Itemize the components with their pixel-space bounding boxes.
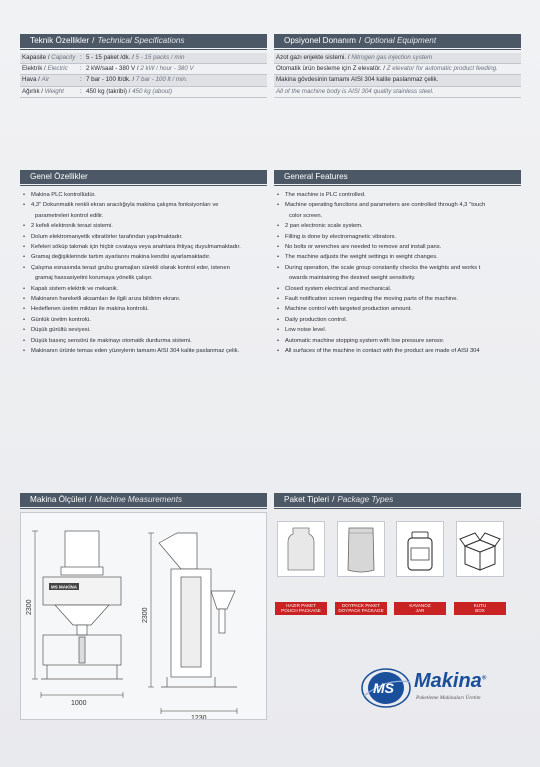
list-item: • All surfaces of the machine in contact with the product are made of AISI 304	[276, 346, 528, 356]
box-icon	[457, 522, 503, 576]
option-row: All of the machine body is AISI 304 quality stainless steel.	[274, 87, 521, 98]
general-features-tr-header: Genel Özellikler	[20, 170, 267, 184]
side-view	[159, 533, 237, 687]
machine-plate-text: MS MAKİNA	[51, 584, 77, 590]
list-item: • Fault notification screen regarding the moving parts of the machine.	[276, 294, 528, 304]
list-item: color screen.	[289, 212, 323, 219]
front-width-label: 1000	[71, 700, 87, 707]
spec-row: Kapasite / Capacity : 5 - 15 paket /dk. / 5 - 15 packs / min	[20, 53, 267, 64]
pouch-package-image	[277, 521, 325, 577]
side-height-label: 2300	[142, 607, 149, 623]
list-item: • Kefeleri söküp takmak için hiçbir cıvataya veya anahtara ihtiyaç duyulmamaktadır.	[22, 242, 272, 252]
machine-measurements-header: Makina Ölçüleri / Machine Measurements	[20, 493, 267, 507]
list-item: • Düşük gürültü seviyesi.	[22, 325, 272, 335]
list-item: • The machine adjusts the weight settings in weight changes.	[276, 252, 528, 262]
list-item: • Çalışma esnasında terazi grubu gramajları sürekli olarak kontrol eder, istenen	[22, 263, 272, 273]
list-item: • Machine operating functions and parameters are controlled through 4,3 ''touch	[276, 200, 528, 210]
list-item: • Dolum elektromanyetik vibratörler tarafından yapılmaktadır.	[22, 232, 272, 242]
box-package-label: KUTU BOX	[454, 602, 506, 615]
doypack-package-label: DOYPACK PAKET DOYPACK PACKAGE	[335, 602, 387, 615]
list-item: • 2 pan electronic scale system.	[276, 221, 528, 231]
list-item: • Closed system electrical and mechanical.	[276, 284, 528, 294]
machine-drawing-panel	[20, 512, 267, 720]
list-item: • Low noise level.	[276, 325, 528, 335]
box-package-image	[456, 521, 504, 577]
optional-equipment-header: Opsiyonel Donanım / Optional Equipment	[274, 34, 521, 48]
brand-name: Makina	[414, 670, 482, 692]
front-height-label: 2300	[26, 599, 33, 615]
list-item: • During operation, the scale group constantly checks the weights and works t	[276, 263, 528, 273]
brand-tagline: Paketleme Makinaları Üretim	[416, 695, 481, 701]
jar-icon	[397, 522, 443, 576]
list-item: • Makina PLC kontrollüdür.	[22, 190, 272, 200]
general-features-en-header: General Features	[274, 170, 521, 184]
jar-package-label: KAVANOZ JAR	[394, 602, 446, 615]
pouch-package-label: HAZIR PAKET POUCH PACKAGE	[275, 602, 327, 615]
spec-row: Hava / Air : 7 bar - 100 lt/dk. / 7 bar - 100 lt / min.	[20, 75, 267, 86]
tech-specs-header: Teknik Özellikler / Technical Specifications	[20, 34, 267, 48]
list-item: • 2 kefeli elektronik terazi sistemi.	[22, 221, 272, 231]
option-row: Otomatik ürün besleme için Z elevatör. / Z elevator for automatic product feeding.	[274, 64, 521, 75]
general-features-en-list	[276, 190, 528, 357]
list-item: • Daily production control.	[276, 315, 528, 325]
registered-mark: ®	[481, 675, 487, 682]
list-item: • The machine is PLC controlled.	[276, 190, 528, 200]
logo-mark-text: MS	[373, 680, 394, 696]
side-width-label: 1230	[191, 715, 207, 719]
machine-drawing	[21, 513, 266, 719]
jar-package-image	[396, 521, 444, 577]
general-features-tr-list	[22, 190, 272, 357]
list-item: • No bolts or wrenches are needed to remove and install pans.	[276, 242, 528, 252]
list-item: • Automatic machine stopping system with low pressure sensor.	[276, 336, 528, 346]
pouch-icon	[278, 522, 324, 576]
tech-specs-table	[20, 53, 267, 98]
doypack-package-image	[337, 521, 385, 577]
list-item: • Günlük üretim kontrolü.	[22, 315, 272, 325]
option-row: Makina gövdesinin tamamı AISI 304 kalite paslanmaz çelik.	[274, 75, 521, 86]
package-types-header: Paket Tipleri / Package Types	[274, 493, 521, 507]
spec-row: Elektrik / Electric : 2 kW/saat - 380 V / 2 kW / hour - 380 V	[20, 64, 267, 75]
list-item: • Filling is done by electromagnetic vibrators.	[276, 232, 528, 242]
list-item: • Gramaj değişiklerinde tartım ayarlarını makina kendisi ayarlamaktadır.	[22, 252, 272, 262]
list-item: • Machine control with targeted production amount.	[276, 304, 528, 314]
list-item: • Makinanın ürünle temas eden yüzeylerin tamamı AISI 304 kalite paslanmaz çelik.	[22, 346, 272, 356]
list-item: owards maintaining the desired weight sensitivity.	[289, 275, 416, 282]
list-item: • Makinanın hareketli aksamları ile ilgili arıza bildirim ekranı.	[22, 294, 272, 304]
spec-row: Ağırlık / Weight : 450 kg (takribi) / 450 kg (about)	[20, 87, 267, 98]
list-item: • Hedeflenen üretim miktarı ile makina kontrolü.	[22, 304, 272, 314]
list-item: gramaj hassasiyetini korumaya yönelik çalışır.	[35, 275, 153, 282]
list-item: • Kapalı sistem elektrik ve mekanik.	[22, 284, 272, 294]
ms-logo-mark	[360, 666, 412, 710]
list-item: • 4,3'' Dokunmatik renkli ekran aracılığıyla makina çalışma fonksiyonları ve	[22, 200, 272, 210]
doypack-icon	[338, 522, 384, 576]
optional-equipment-table	[274, 53, 521, 98]
option-row: Azot gazı enjekte sistemi. / Nitrogen gas injection system	[274, 53, 521, 64]
list-item: • Düşük basınç sensörü ile makinayı otomatik durdurma sistemi.	[22, 336, 272, 346]
front-view	[41, 531, 123, 679]
list-item: parametreleri kontrol edilir.	[35, 212, 104, 219]
brand-logo	[360, 664, 520, 712]
